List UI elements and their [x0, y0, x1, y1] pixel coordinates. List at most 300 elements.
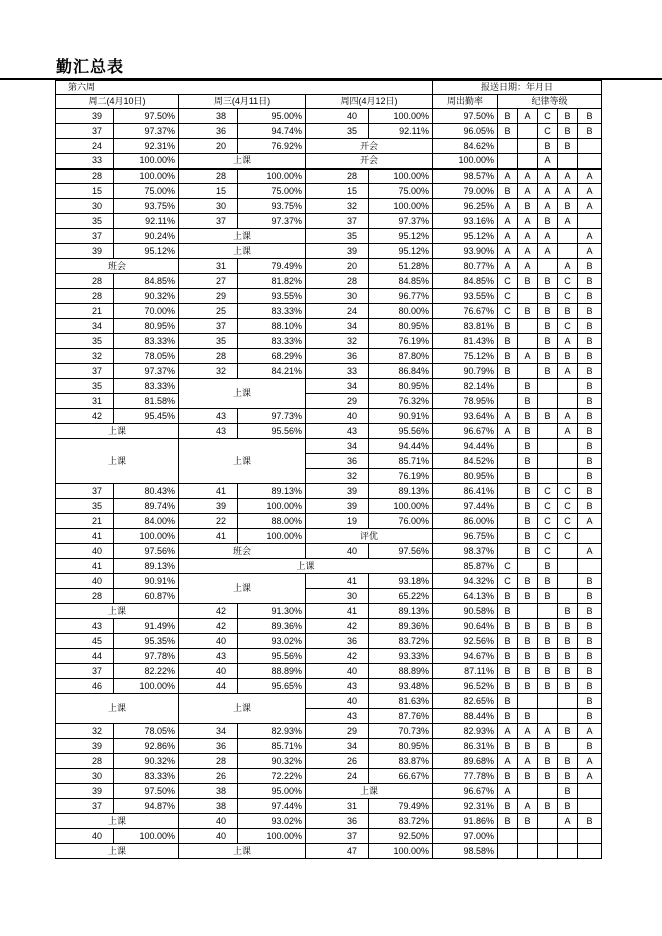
- table-cell[interactable]: A: [558, 334, 578, 349]
- table-cell[interactable]: 85.87%: [433, 559, 498, 574]
- table-cell[interactable]: 24: [56, 139, 114, 154]
- table-cell[interactable]: [518, 829, 538, 844]
- table-cell[interactable]: 32: [306, 469, 369, 484]
- table-cell[interactable]: [518, 784, 538, 799]
- table-cell[interactable]: 88.00%: [238, 514, 306, 529]
- table-cell[interactable]: 43: [306, 709, 369, 724]
- table-cell[interactable]: B: [498, 739, 518, 754]
- table-cell[interactable]: 97.44%: [433, 499, 498, 514]
- table-cell[interactable]: 96.75%: [433, 529, 498, 544]
- table-cell[interactable]: 75.00%: [369, 184, 433, 199]
- table-cell[interactable]: 15: [56, 184, 114, 199]
- table-cell[interactable]: 84.52%: [433, 454, 498, 469]
- table-cell[interactable]: 35: [306, 229, 369, 244]
- table-cell[interactable]: 22: [179, 514, 238, 529]
- table-cell[interactable]: 44: [179, 679, 238, 694]
- table-cell[interactable]: B: [498, 124, 518, 139]
- table-cell[interactable]: C: [498, 559, 518, 574]
- table-cell[interactable]: 37: [179, 319, 238, 334]
- table-cell[interactable]: B: [578, 394, 602, 409]
- table-cell[interactable]: B: [518, 514, 538, 529]
- table-cell[interactable]: 40: [179, 829, 238, 844]
- table-cell[interactable]: 37: [306, 829, 369, 844]
- table-cell[interactable]: 93.55%: [433, 289, 498, 304]
- table-cell[interactable]: [518, 364, 538, 379]
- table-cell[interactable]: 95.56%: [238, 424, 306, 439]
- table-cell[interactable]: 44: [56, 649, 114, 664]
- table-cell[interactable]: B: [538, 139, 558, 154]
- table-cell[interactable]: B: [518, 469, 538, 484]
- table-cell[interactable]: [558, 439, 578, 454]
- table-cell[interactable]: B: [558, 619, 578, 634]
- table-cell[interactable]: B: [578, 589, 602, 604]
- table-cell[interactable]: 40: [306, 694, 369, 709]
- table-cell[interactable]: A: [518, 754, 538, 769]
- table-cell[interactable]: A: [538, 184, 558, 199]
- table-cell[interactable]: B: [498, 769, 518, 784]
- table-cell[interactable]: B: [558, 724, 578, 739]
- table-cell[interactable]: 100.00%: [114, 169, 179, 184]
- table-cell[interactable]: B: [578, 649, 602, 664]
- table-cell[interactable]: 42: [306, 649, 369, 664]
- table-cell[interactable]: [538, 439, 558, 454]
- table-cell[interactable]: 90.79%: [433, 364, 498, 379]
- table-cell[interactable]: 79.49%: [238, 259, 306, 274]
- table-cell[interactable]: 92.11%: [114, 214, 179, 229]
- table-cell[interactable]: 76.19%: [369, 469, 433, 484]
- table-cell[interactable]: B: [578, 499, 602, 514]
- table-cell[interactable]: B: [518, 664, 538, 679]
- table-cell[interactable]: C: [558, 499, 578, 514]
- table-cell[interactable]: 100.00%: [369, 109, 433, 124]
- table-cell[interactable]: B: [498, 664, 518, 679]
- table-cell[interactable]: B: [578, 409, 602, 424]
- table-cell[interactable]: 51.28%: [369, 259, 433, 274]
- table-cell[interactable]: 90.91%: [114, 574, 179, 589]
- table-cell[interactable]: 25: [179, 304, 238, 319]
- table-cell[interactable]: 29: [306, 394, 369, 409]
- table-cell[interactable]: A: [538, 199, 558, 214]
- table-cell[interactable]: B: [538, 214, 558, 229]
- table-cell[interactable]: C: [558, 514, 578, 529]
- table-cell[interactable]: 83.81%: [433, 319, 498, 334]
- table-cell[interactable]: A: [578, 754, 602, 769]
- table-cell[interactable]: B: [518, 589, 538, 604]
- table-cell[interactable]: 21: [56, 514, 114, 529]
- table-cell[interactable]: 35: [56, 334, 114, 349]
- table-cell[interactable]: 97.73%: [238, 409, 306, 424]
- table-cell[interactable]: [578, 139, 602, 154]
- table-cell[interactable]: 43: [56, 619, 114, 634]
- table-cell[interactable]: 40: [306, 664, 369, 679]
- table-cell[interactable]: 76.00%: [369, 514, 433, 529]
- table-cell[interactable]: 70.00%: [114, 304, 179, 319]
- table-cell[interactable]: 40: [306, 544, 369, 559]
- table-cell[interactable]: 100.00%: [433, 154, 498, 169]
- table-cell[interactable]: 39: [56, 244, 114, 259]
- table-cell[interactable]: 32: [179, 364, 238, 379]
- table-cell[interactable]: 35: [56, 499, 114, 514]
- table-cell[interactable]: 83.87%: [369, 754, 433, 769]
- table-cell[interactable]: B: [578, 619, 602, 634]
- table-cell[interactable]: 82.22%: [114, 664, 179, 679]
- table-cell[interactable]: 96.67%: [433, 424, 498, 439]
- table-cell[interactable]: [578, 154, 602, 169]
- table-cell[interactable]: [558, 739, 578, 754]
- table-cell[interactable]: 94.87%: [114, 799, 179, 814]
- table-cell[interactable]: 39: [56, 109, 114, 124]
- table-cell[interactable]: 90.32%: [114, 289, 179, 304]
- table-cell[interactable]: B: [518, 649, 538, 664]
- table-cell[interactable]: 15: [179, 184, 238, 199]
- table-cell[interactable]: B: [518, 484, 538, 499]
- table-cell[interactable]: 开会: [306, 139, 433, 154]
- table-cell[interactable]: 42: [56, 409, 114, 424]
- table-cell[interactable]: 93.48%: [369, 679, 433, 694]
- table-cell[interactable]: 28: [306, 274, 369, 289]
- table-cell[interactable]: B: [518, 679, 538, 694]
- table-cell[interactable]: 32: [56, 724, 114, 739]
- table-cell[interactable]: [498, 439, 518, 454]
- table-cell[interactable]: B: [518, 814, 538, 829]
- table-cell[interactable]: 94.74%: [238, 124, 306, 139]
- table-cell[interactable]: B: [558, 679, 578, 694]
- table-cell[interactable]: 80.00%: [369, 304, 433, 319]
- table-cell[interactable]: B: [518, 634, 538, 649]
- table-cell[interactable]: 87.76%: [369, 709, 433, 724]
- table-cell[interactable]: C: [538, 124, 558, 139]
- table-cell[interactable]: B: [518, 769, 538, 784]
- table-cell[interactable]: 27: [179, 274, 238, 289]
- table-cell[interactable]: B: [578, 709, 602, 724]
- table-cell[interactable]: B: [538, 349, 558, 364]
- table-cell[interactable]: 19: [306, 514, 369, 529]
- table-cell[interactable]: 97.37%: [114, 364, 179, 379]
- table-cell[interactable]: 79.00%: [433, 184, 498, 199]
- table-cell[interactable]: 91.30%: [238, 604, 306, 619]
- table-cell[interactable]: B: [578, 319, 602, 334]
- table-cell[interactable]: 93.16%: [433, 214, 498, 229]
- table-cell[interactable]: 20: [306, 259, 369, 274]
- table-cell[interactable]: 98.58%: [433, 844, 498, 859]
- table-cell[interactable]: 91.86%: [433, 814, 498, 829]
- table-cell[interactable]: A: [558, 169, 578, 184]
- table-cell[interactable]: A: [498, 409, 518, 424]
- table-cell[interactable]: B: [538, 334, 558, 349]
- table-cell[interactable]: B: [498, 319, 518, 334]
- table-cell[interactable]: 上课: [56, 694, 179, 724]
- table-cell[interactable]: B: [518, 274, 538, 289]
- table-cell[interactable]: 上课: [179, 244, 306, 259]
- table-cell[interactable]: 95.12%: [114, 244, 179, 259]
- table-cell[interactable]: B: [498, 619, 518, 634]
- table-cell[interactable]: 86.00%: [433, 514, 498, 529]
- table-cell[interactable]: 39: [179, 499, 238, 514]
- table-cell[interactable]: A: [538, 229, 558, 244]
- table-cell[interactable]: 37: [56, 664, 114, 679]
- table-cell[interactable]: 95.12%: [433, 229, 498, 244]
- table-cell[interactable]: B: [558, 784, 578, 799]
- table-cell[interactable]: 91.49%: [114, 619, 179, 634]
- table-cell[interactable]: A: [518, 799, 538, 814]
- table-cell[interactable]: B: [578, 349, 602, 364]
- table-cell[interactable]: A: [558, 184, 578, 199]
- table-cell[interactable]: B: [518, 454, 538, 469]
- table-cell[interactable]: A: [518, 214, 538, 229]
- table-cell[interactable]: 98.37%: [433, 544, 498, 559]
- table-cell[interactable]: C: [498, 289, 518, 304]
- table-cell[interactable]: 89.36%: [369, 619, 433, 634]
- table-cell[interactable]: 89.74%: [114, 499, 179, 514]
- table-cell[interactable]: 28: [56, 754, 114, 769]
- table-cell[interactable]: A: [578, 169, 602, 184]
- table-cell[interactable]: 班会: [179, 544, 306, 559]
- table-cell[interactable]: B: [578, 364, 602, 379]
- table-cell[interactable]: [518, 694, 538, 709]
- table-cell[interactable]: [538, 604, 558, 619]
- table-cell[interactable]: B: [518, 439, 538, 454]
- table-cell[interactable]: [578, 799, 602, 814]
- table-cell[interactable]: 96.77%: [369, 289, 433, 304]
- table-cell[interactable]: 34: [306, 319, 369, 334]
- table-cell[interactable]: [498, 544, 518, 559]
- table-cell[interactable]: 80.43%: [114, 484, 179, 499]
- table-cell[interactable]: 93.33%: [369, 649, 433, 664]
- table-cell[interactable]: 上课: [56, 814, 179, 829]
- table-cell[interactable]: B: [498, 679, 518, 694]
- table-cell[interactable]: 95.00%: [238, 109, 306, 124]
- table-cell[interactable]: B: [538, 619, 558, 634]
- table-cell[interactable]: [498, 379, 518, 394]
- table-cell[interactable]: 84.62%: [433, 139, 498, 154]
- table-cell[interactable]: 上课: [179, 229, 306, 244]
- table-cell[interactable]: C: [498, 274, 518, 289]
- table-cell[interactable]: B: [578, 334, 602, 349]
- table-cell[interactable]: 84.85%: [369, 274, 433, 289]
- table-cell[interactable]: 26: [306, 754, 369, 769]
- table-cell[interactable]: 95.00%: [238, 784, 306, 799]
- table-cell[interactable]: 上课: [56, 424, 179, 439]
- table-cell[interactable]: 39: [56, 784, 114, 799]
- table-cell[interactable]: [578, 844, 602, 859]
- table-cell[interactable]: B: [518, 529, 538, 544]
- table-cell[interactable]: 96.05%: [433, 124, 498, 139]
- table-cell[interactable]: B: [518, 424, 538, 439]
- table-cell[interactable]: 85.71%: [238, 739, 306, 754]
- table-cell[interactable]: 30: [306, 289, 369, 304]
- table-cell[interactable]: B: [498, 589, 518, 604]
- table-cell[interactable]: [538, 394, 558, 409]
- table-cell[interactable]: 100.00%: [369, 499, 433, 514]
- table-cell[interactable]: 65.22%: [369, 589, 433, 604]
- table-cell[interactable]: [518, 124, 538, 139]
- table-cell[interactable]: 89.36%: [238, 619, 306, 634]
- table-cell[interactable]: 36: [179, 124, 238, 139]
- table-cell[interactable]: A: [518, 724, 538, 739]
- table-cell[interactable]: B: [578, 679, 602, 694]
- table-cell[interactable]: 100.00%: [114, 529, 179, 544]
- table-cell[interactable]: 97.78%: [114, 649, 179, 664]
- table-cell[interactable]: B: [578, 109, 602, 124]
- table-cell[interactable]: [538, 379, 558, 394]
- table-cell[interactable]: 95.12%: [369, 229, 433, 244]
- table-cell[interactable]: A: [578, 769, 602, 784]
- table-cell[interactable]: 87.11%: [433, 664, 498, 679]
- table-cell[interactable]: [578, 784, 602, 799]
- table-cell[interactable]: 34: [306, 439, 369, 454]
- table-cell[interactable]: 41: [179, 484, 238, 499]
- table-cell[interactable]: B: [578, 289, 602, 304]
- table-cell[interactable]: C: [558, 529, 578, 544]
- table-cell[interactable]: B: [558, 349, 578, 364]
- table-cell[interactable]: 28: [56, 169, 114, 184]
- table-cell[interactable]: B: [558, 799, 578, 814]
- table-cell[interactable]: A: [558, 424, 578, 439]
- table-cell[interactable]: [578, 214, 602, 229]
- table-cell[interactable]: B: [498, 109, 518, 124]
- table-cell[interactable]: 76.67%: [433, 304, 498, 319]
- table-cell[interactable]: 29: [306, 724, 369, 739]
- table-cell[interactable]: 95.65%: [238, 679, 306, 694]
- table-cell[interactable]: 90.24%: [114, 229, 179, 244]
- table-cell[interactable]: 38: [179, 799, 238, 814]
- table-cell[interactable]: [538, 829, 558, 844]
- table-cell[interactable]: 76.32%: [369, 394, 433, 409]
- table-cell[interactable]: 32: [56, 349, 114, 364]
- table-cell[interactable]: 77.78%: [433, 769, 498, 784]
- table-cell[interactable]: [558, 229, 578, 244]
- table-cell[interactable]: A: [558, 214, 578, 229]
- table-cell[interactable]: 96.25%: [433, 199, 498, 214]
- table-cell[interactable]: [498, 514, 518, 529]
- table-cell[interactable]: 37: [179, 214, 238, 229]
- table-cell[interactable]: 上课: [179, 379, 306, 409]
- table-cell[interactable]: 37: [56, 364, 114, 379]
- table-cell[interactable]: C: [538, 484, 558, 499]
- table-cell[interactable]: 66.67%: [369, 769, 433, 784]
- table-cell[interactable]: B: [498, 649, 518, 664]
- table-cell[interactable]: A: [518, 244, 538, 259]
- table-cell[interactable]: B: [558, 769, 578, 784]
- table-cell[interactable]: B: [538, 664, 558, 679]
- table-cell[interactable]: [538, 814, 558, 829]
- table-cell[interactable]: 80.95%: [114, 319, 179, 334]
- table-cell[interactable]: 46: [56, 679, 114, 694]
- table-cell[interactable]: 93.64%: [433, 409, 498, 424]
- table-cell[interactable]: A: [498, 199, 518, 214]
- table-cell[interactable]: [578, 559, 602, 574]
- table-cell[interactable]: 89.13%: [369, 484, 433, 499]
- table-cell[interactable]: 上课: [179, 559, 433, 574]
- table-cell[interactable]: 89.68%: [433, 754, 498, 769]
- table-cell[interactable]: B: [578, 124, 602, 139]
- table-cell[interactable]: 95.12%: [369, 244, 433, 259]
- table-cell[interactable]: 72.22%: [238, 769, 306, 784]
- table-cell[interactable]: 90.91%: [369, 409, 433, 424]
- table-cell[interactable]: 41: [56, 529, 114, 544]
- table-cell[interactable]: A: [538, 724, 558, 739]
- table-cell[interactable]: A: [578, 544, 602, 559]
- table-cell[interactable]: 83.33%: [114, 379, 179, 394]
- table-cell[interactable]: A: [558, 814, 578, 829]
- table-cell[interactable]: 64.13%: [433, 589, 498, 604]
- table-cell[interactable]: 92.31%: [433, 799, 498, 814]
- table-cell[interactable]: 100.00%: [238, 829, 306, 844]
- table-cell[interactable]: A: [558, 259, 578, 274]
- table-cell[interactable]: 38: [179, 784, 238, 799]
- table-cell[interactable]: 98.57%: [433, 169, 498, 184]
- table-cell[interactable]: [498, 394, 518, 409]
- table-cell[interactable]: B: [538, 799, 558, 814]
- table-cell[interactable]: B: [578, 814, 602, 829]
- table-cell[interactable]: 36: [306, 814, 369, 829]
- table-cell[interactable]: [558, 394, 578, 409]
- table-cell[interactable]: 84.00%: [114, 514, 179, 529]
- table-cell[interactable]: 43: [306, 424, 369, 439]
- table-cell[interactable]: B: [558, 199, 578, 214]
- table-cell[interactable]: 97.44%: [238, 799, 306, 814]
- table-cell[interactable]: 42: [306, 619, 369, 634]
- header-cell[interactable]: 报送日期：年月日: [433, 81, 602, 95]
- table-cell[interactable]: A: [538, 154, 558, 169]
- table-cell[interactable]: A: [518, 259, 538, 274]
- table-cell[interactable]: 84.21%: [238, 364, 306, 379]
- table-cell[interactable]: 93.75%: [238, 199, 306, 214]
- table-cell[interactable]: 92.31%: [114, 139, 179, 154]
- table-cell[interactable]: A: [518, 169, 538, 184]
- table-cell[interactable]: 42: [179, 619, 238, 634]
- table-cell[interactable]: B: [558, 124, 578, 139]
- table-cell[interactable]: B: [498, 364, 518, 379]
- table-cell[interactable]: C: [538, 499, 558, 514]
- table-cell[interactable]: [538, 694, 558, 709]
- table-cell[interactable]: 26: [179, 769, 238, 784]
- table-cell[interactable]: A: [518, 229, 538, 244]
- table-cell[interactable]: B: [578, 484, 602, 499]
- table-cell[interactable]: C: [538, 514, 558, 529]
- table-cell[interactable]: [518, 319, 538, 334]
- table-cell[interactable]: 88.89%: [238, 664, 306, 679]
- table-cell[interactable]: [498, 844, 518, 859]
- table-cell[interactable]: [538, 424, 558, 439]
- table-cell[interactable]: 90.32%: [238, 754, 306, 769]
- table-cell[interactable]: B: [578, 274, 602, 289]
- table-cell[interactable]: 28: [179, 754, 238, 769]
- table-cell[interactable]: 82.93%: [433, 724, 498, 739]
- table-cell[interactable]: C: [558, 289, 578, 304]
- table-cell[interactable]: 78.05%: [114, 349, 179, 364]
- table-cell[interactable]: 80.77%: [433, 259, 498, 274]
- table-cell[interactable]: [558, 244, 578, 259]
- table-cell[interactable]: 41: [179, 529, 238, 544]
- table-cell[interactable]: 94.44%: [369, 439, 433, 454]
- table-cell[interactable]: B: [578, 694, 602, 709]
- table-cell[interactable]: B: [518, 544, 538, 559]
- table-cell[interactable]: 92.86%: [114, 739, 179, 754]
- header-cell[interactable]: 周三(4月11日): [179, 95, 306, 109]
- table-cell[interactable]: 83.33%: [238, 334, 306, 349]
- table-cell[interactable]: B: [558, 664, 578, 679]
- table-cell[interactable]: 92.11%: [369, 124, 433, 139]
- table-cell[interactable]: B: [498, 634, 518, 649]
- table-cell[interactable]: A: [498, 784, 518, 799]
- table-cell[interactable]: [558, 574, 578, 589]
- table-cell[interactable]: 86.41%: [433, 484, 498, 499]
- table-cell[interactable]: B: [558, 139, 578, 154]
- table-cell[interactable]: 89.13%: [369, 604, 433, 619]
- table-cell[interactable]: 97.00%: [433, 829, 498, 844]
- table-cell[interactable]: B: [538, 274, 558, 289]
